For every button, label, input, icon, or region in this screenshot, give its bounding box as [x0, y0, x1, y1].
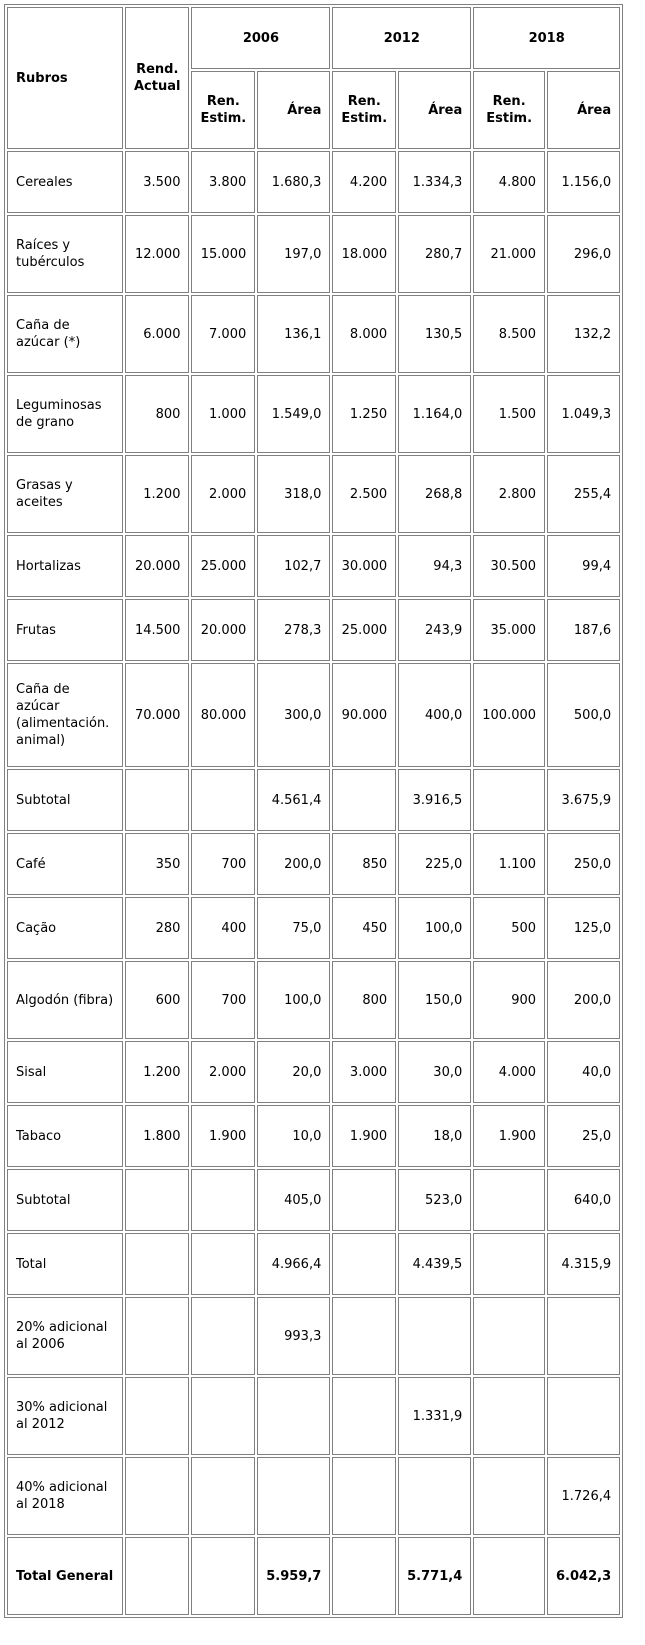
rend-actual-cell: 800: [125, 375, 189, 453]
rend-actual-cell: 350: [125, 833, 189, 895]
ren-estim-2018-cell: [473, 1457, 545, 1535]
data-table: [4, 4, 623, 1618]
ren-estim-2012-cell: 1.250: [332, 375, 396, 453]
area-2006-cell: 405,0: [257, 1169, 330, 1231]
area-2012-cell: 268,8: [398, 455, 471, 533]
area-2018-cell: 132,2: [547, 295, 620, 373]
area-2012-cell: 1.334,3: [398, 151, 471, 213]
ren-estim-2018-cell: [473, 1233, 545, 1295]
ren-estim-2018-cell: 8.500: [473, 295, 545, 373]
ren-estim-2006-cell: [191, 1297, 255, 1375]
ren-estim-2012-cell: [332, 1537, 396, 1615]
area-2012-cell: 280,7: [398, 215, 471, 293]
area-2012-cell: 243,9: [398, 599, 471, 661]
ren-estim-2012-cell: 3.000: [332, 1041, 396, 1103]
ren-estim-2018-cell: 2.800: [473, 455, 545, 533]
area-2012-cell: 1.164,0: [398, 375, 471, 453]
header-rubros: Rubros: [7, 7, 123, 149]
row-label: Algodón (fibra): [7, 961, 123, 1039]
ren-estim-2006-cell: [191, 769, 255, 831]
area-2012-cell: [398, 1297, 471, 1375]
area-2006-cell: 136,1: [257, 295, 330, 373]
ren-estim-2012-cell: 800: [332, 961, 396, 1039]
ren-estim-2018-cell: 1.500: [473, 375, 545, 453]
area-2012-cell: 100,0: [398, 897, 471, 959]
rend-actual-cell: 70.000: [125, 663, 189, 767]
row-label: Café: [7, 833, 123, 895]
ren-estim-2012-cell: [332, 1233, 396, 1295]
ren-estim-2012-cell: 450: [332, 897, 396, 959]
ren-estim-2006-cell: 7.000: [191, 295, 255, 373]
area-2006-cell: 993,3: [257, 1297, 330, 1375]
area-2018-cell: 640,0: [547, 1169, 620, 1231]
table-row: [7, 961, 620, 1039]
area-2018-cell: 296,0: [547, 215, 620, 293]
ren-estim-2018-cell: [473, 1297, 545, 1375]
row-label: Sisal: [7, 1041, 123, 1103]
area-2006-cell: 300,0: [257, 663, 330, 767]
row-label: Total General: [7, 1537, 123, 1615]
ren-estim-2006-cell: 1.000: [191, 375, 255, 453]
area-2012-cell: 1.331,9: [398, 1377, 471, 1455]
ren-estim-2006-cell: 20.000: [191, 599, 255, 661]
ren-estim-2018-cell: [473, 769, 545, 831]
table-row: [7, 1041, 620, 1103]
area-2012-cell: 130,5: [398, 295, 471, 373]
ren-estim-2012-cell: [332, 1377, 396, 1455]
ren-estim-2018-cell: 900: [473, 961, 545, 1039]
ren-estim-2006-cell: [191, 1457, 255, 1535]
rend-actual-cell: 12.000: [125, 215, 189, 293]
ren-estim-2006-cell: 15.000: [191, 215, 255, 293]
adicional-row: [7, 1457, 620, 1535]
ren-estim-2006-cell: 400: [191, 897, 255, 959]
area-2012-cell: 150,0: [398, 961, 471, 1039]
ren-estim-2018-cell: 500: [473, 897, 545, 959]
area-2018-cell: 1.726,4: [547, 1457, 620, 1535]
ren-estim-2018-cell: [473, 1537, 545, 1615]
area-2006-cell: 75,0: [257, 897, 330, 959]
header-rend-actual: Rend. Actual: [125, 7, 189, 149]
ren-estim-2018-cell: 30.500: [473, 535, 545, 597]
ren-estim-2012-cell: 8.000: [332, 295, 396, 373]
rend-actual-cell: 600: [125, 961, 189, 1039]
area-2012-cell: [398, 1457, 471, 1535]
adicional-row: [7, 1377, 620, 1455]
ren-estim-2012-cell: [332, 1297, 396, 1375]
row-label: Cação: [7, 897, 123, 959]
area-2018-cell: 500,0: [547, 663, 620, 767]
ren-estim-2012-cell: 18.000: [332, 215, 396, 293]
header-year-2012: 2012: [332, 7, 471, 69]
area-2018-cell: 1.049,3: [547, 375, 620, 453]
table-row: [7, 897, 620, 959]
ren-estim-2006-cell: 80.000: [191, 663, 255, 767]
rend-actual-cell: [125, 1233, 189, 1295]
area-2018-cell: 25,0: [547, 1105, 620, 1167]
row-label: Subtotal: [7, 769, 123, 831]
area-2012-cell: 5.771,4: [398, 1537, 471, 1615]
row-label: 30% adicional al 2012: [7, 1377, 123, 1455]
table-row: [7, 599, 620, 661]
area-2018-cell: [547, 1377, 620, 1455]
ren-estim-2006-cell: 25.000: [191, 535, 255, 597]
rend-actual-cell: [125, 769, 189, 831]
data-table-container: [4, 4, 623, 1618]
header-ren-estim-2012: Ren. Estim.: [332, 71, 396, 149]
area-2006-cell: 5.959,7: [257, 1537, 330, 1615]
ren-estim-2012-cell: 1.900: [332, 1105, 396, 1167]
ren-estim-2018-cell: 100.000: [473, 663, 545, 767]
area-2006-cell: 197,0: [257, 215, 330, 293]
area-2006-cell: 278,3: [257, 599, 330, 661]
ren-estim-2012-cell: [332, 1457, 396, 1535]
area-2018-cell: 6.042,3: [547, 1537, 620, 1615]
rend-actual-cell: [125, 1537, 189, 1615]
area-2018-cell: 4.315,9: [547, 1233, 620, 1295]
table-row: [7, 215, 620, 293]
table-row: [7, 833, 620, 895]
row-label: Caña de azúcar (alimentación. animal): [7, 663, 123, 767]
ren-estim-2012-cell: 30.000: [332, 535, 396, 597]
area-2012-cell: 3.916,5: [398, 769, 471, 831]
table-row: [7, 295, 620, 373]
area-2006-cell: [257, 1457, 330, 1535]
ren-estim-2012-cell: 90.000: [332, 663, 396, 767]
rend-actual-cell: 1.200: [125, 1041, 189, 1103]
ren-estim-2006-cell: 2.000: [191, 455, 255, 533]
ren-estim-2006-cell: 1.900: [191, 1105, 255, 1167]
row-label: Hortalizas: [7, 535, 123, 597]
header-year-2006: 2006: [191, 7, 330, 69]
row-label: 20% adicional al 2006: [7, 1297, 123, 1375]
area-2012-cell: 225,0: [398, 833, 471, 895]
area-2012-cell: 18,0: [398, 1105, 471, 1167]
area-2018-cell: 187,6: [547, 599, 620, 661]
rend-actual-cell: 6.000: [125, 295, 189, 373]
ren-estim-2006-cell: [191, 1233, 255, 1295]
rend-actual-cell: [125, 1297, 189, 1375]
row-label: Leguminosas de grano: [7, 375, 123, 453]
area-2012-cell: 30,0: [398, 1041, 471, 1103]
row-label: Cereales: [7, 151, 123, 213]
header-area-2006: Área: [257, 71, 330, 149]
rend-actual-cell: [125, 1169, 189, 1231]
area-2012-cell: 4.439,5: [398, 1233, 471, 1295]
rend-actual-cell: [125, 1377, 189, 1455]
area-2018-cell: 125,0: [547, 897, 620, 959]
ren-estim-2018-cell: 1.100: [473, 833, 545, 895]
area-2018-cell: 99,4: [547, 535, 620, 597]
table-row: [7, 455, 620, 533]
adicional-row: [7, 1297, 620, 1375]
subtotal-row: [7, 769, 620, 831]
ren-estim-2018-cell: 35.000: [473, 599, 545, 661]
area-2018-cell: 1.156,0: [547, 151, 620, 213]
area-2018-cell: 40,0: [547, 1041, 620, 1103]
rend-actual-cell: [125, 1457, 189, 1535]
total-row: [7, 1233, 620, 1295]
ren-estim-2012-cell: 2.500: [332, 455, 396, 533]
row-label: 40% adicional al 2018: [7, 1457, 123, 1535]
area-2006-cell: 100,0: [257, 961, 330, 1039]
total-general-row: [7, 1537, 620, 1615]
area-2006-cell: 1.680,3: [257, 151, 330, 213]
rend-actual-cell: 14.500: [125, 599, 189, 661]
area-2006-cell: 102,7: [257, 535, 330, 597]
rend-actual-cell: 1.200: [125, 455, 189, 533]
rend-actual-cell: 20.000: [125, 535, 189, 597]
ren-estim-2018-cell: 1.900: [473, 1105, 545, 1167]
ren-estim-2012-cell: [332, 769, 396, 831]
row-label: Frutas: [7, 599, 123, 661]
area-2006-cell: [257, 1377, 330, 1455]
row-label: Raíces y tubérculos: [7, 215, 123, 293]
ren-estim-2018-cell: 4.800: [473, 151, 545, 213]
ren-estim-2012-cell: [332, 1169, 396, 1231]
row-label: Total: [7, 1233, 123, 1295]
area-2006-cell: 4.966,4: [257, 1233, 330, 1295]
row-label: Grasas y aceites: [7, 455, 123, 533]
ren-estim-2006-cell: 3.800: [191, 151, 255, 213]
ren-estim-2006-cell: [191, 1537, 255, 1615]
area-2018-cell: 3.675,9: [547, 769, 620, 831]
row-label: Caña de azúcar (*): [7, 295, 123, 373]
header-ren-estim-2018: Ren. Estim.: [473, 71, 545, 149]
ren-estim-2006-cell: [191, 1377, 255, 1455]
row-label: Subtotal: [7, 1169, 123, 1231]
row-label: Tabaco: [7, 1105, 123, 1167]
ren-estim-2018-cell: [473, 1377, 545, 1455]
table-row: [7, 151, 620, 213]
table-row: [7, 1105, 620, 1167]
ren-estim-2012-cell: 850: [332, 833, 396, 895]
rend-actual-cell: 3.500: [125, 151, 189, 213]
ren-estim-2012-cell: 4.200: [332, 151, 396, 213]
area-2006-cell: 200,0: [257, 833, 330, 895]
area-2012-cell: 94,3: [398, 535, 471, 597]
header-area-2018: Área: [547, 71, 620, 149]
area-2018-cell: [547, 1297, 620, 1375]
table-row: [7, 375, 620, 453]
header-area-2012: Área: [398, 71, 471, 149]
header-ren-estim-2006: Ren. Estim.: [191, 71, 255, 149]
area-2006-cell: 1.549,0: [257, 375, 330, 453]
ren-estim-2018-cell: 21.000: [473, 215, 545, 293]
table-row: [7, 535, 620, 597]
area-2018-cell: 255,4: [547, 455, 620, 533]
ren-estim-2018-cell: [473, 1169, 545, 1231]
area-2006-cell: 10,0: [257, 1105, 330, 1167]
area-2012-cell: 400,0: [398, 663, 471, 767]
ren-estim-2018-cell: 4.000: [473, 1041, 545, 1103]
ren-estim-2006-cell: 700: [191, 833, 255, 895]
ren-estim-2006-cell: 700: [191, 961, 255, 1039]
area-2006-cell: 20,0: [257, 1041, 330, 1103]
rend-actual-cell: 280: [125, 897, 189, 959]
ren-estim-2012-cell: 25.000: [332, 599, 396, 661]
header-year-2018: 2018: [473, 7, 620, 69]
subtotal-row: [7, 1169, 620, 1231]
area-2018-cell: 250,0: [547, 833, 620, 895]
rend-actual-cell: 1.800: [125, 1105, 189, 1167]
table-row: [7, 663, 620, 767]
area-2006-cell: 318,0: [257, 455, 330, 533]
area-2006-cell: 4.561,4: [257, 769, 330, 831]
ren-estim-2006-cell: 2.000: [191, 1041, 255, 1103]
area-2012-cell: 523,0: [398, 1169, 471, 1231]
area-2018-cell: 200,0: [547, 961, 620, 1039]
ren-estim-2006-cell: [191, 1169, 255, 1231]
